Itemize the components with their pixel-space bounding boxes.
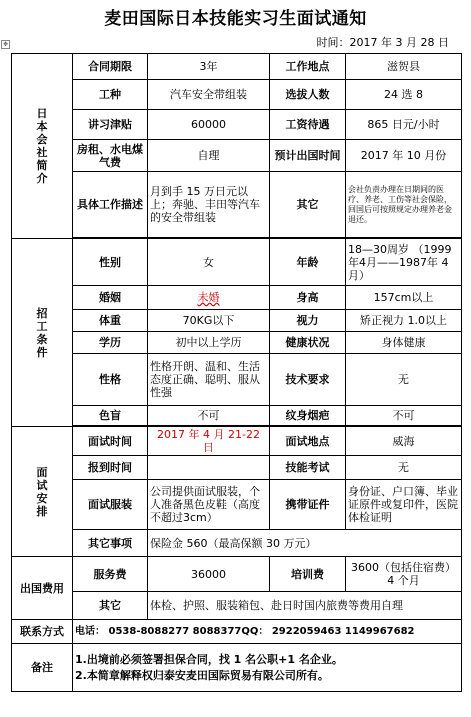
section-company bbox=[12, 54, 73, 239]
section-company-label: 日本会社简介 bbox=[36, 107, 48, 185]
departure-label: 预计出国时间 bbox=[270, 140, 346, 172]
age-value: 18—30周岁 （1999年4月——1987年 4月） bbox=[346, 239, 462, 286]
service-fee-label: 服务费 bbox=[73, 557, 148, 592]
age-label: 年龄 bbox=[270, 239, 346, 286]
ratio-value: 24 选 8 bbox=[346, 80, 462, 110]
training-fee-label: 培训费 bbox=[270, 557, 346, 592]
health-label: 健康状况 bbox=[270, 332, 346, 354]
section-interview-label: 面试安排 bbox=[36, 465, 48, 518]
skill-test-value: 无 bbox=[346, 456, 462, 480]
desc-label: 具体工作描述 bbox=[73, 172, 148, 238]
interview-time-label: 面试时间 bbox=[73, 427, 148, 456]
fees-other-label: 其它 bbox=[73, 592, 148, 620]
gender-label: 性别 bbox=[73, 239, 148, 286]
salary-label: 工资待遇 bbox=[270, 110, 346, 140]
height-label: 身高 bbox=[270, 286, 346, 310]
attire-value: 公司提供面试服装，个人准备黑色皮鞋（高度不超过3cm） bbox=[148, 480, 270, 530]
weight-label: 体重 bbox=[73, 310, 148, 332]
allowance-value: 60000 bbox=[148, 110, 270, 140]
section-requirements bbox=[12, 239, 73, 427]
service-fee-value: 36000 bbox=[148, 557, 270, 592]
interview-place-label: 面试地点 bbox=[270, 427, 346, 456]
marriage-label: 婚姻 bbox=[73, 286, 148, 310]
health-value: 身体健康 bbox=[346, 332, 462, 354]
vision-label: 视力 bbox=[270, 310, 346, 332]
docs-value: 身份证、户口簿、毕业证原件或复印件，医院体检证明 bbox=[346, 480, 462, 530]
job-value: 汽车安全带组装 bbox=[148, 80, 270, 110]
contact-value: 电话： 0538-8088277 8088377QQ： 2922059463 1149967682 bbox=[73, 620, 462, 644]
personality-value: 性格开朗、温和、生活态度正确、聪明、服从性强 bbox=[148, 354, 270, 406]
skill-value: 无 bbox=[346, 354, 462, 406]
contact-label: 联系方式 bbox=[12, 620, 73, 644]
weight-value: 70KG以下 bbox=[148, 310, 270, 332]
report-value bbox=[148, 456, 270, 480]
rent-value: 自理 bbox=[148, 140, 270, 172]
interview-other-value: 保险金 560（最高保额 30 万元） bbox=[148, 530, 462, 557]
report-label: 报到时间 bbox=[73, 456, 148, 480]
fees-other-value: 体检、护照、服装箱包、赴日时国内旅费等费用自理 bbox=[148, 592, 462, 620]
docs-label: 携带证件 bbox=[270, 480, 346, 530]
ratio-label: 选拔人数 bbox=[270, 80, 346, 110]
notes-content bbox=[73, 644, 462, 692]
salary-value: 865 日元/小时 bbox=[346, 110, 462, 140]
vision-value: 矫正视力 1.0以上 bbox=[346, 310, 462, 332]
education-label: 学历 bbox=[73, 332, 148, 354]
training-fee-value: 3600（包括住宿费）4 个月 bbox=[346, 557, 462, 592]
contract-value: 3年 bbox=[148, 54, 270, 80]
notes-line-1: 1.出境前必须签署担保合同，找 1 名公职+1 名企业。 bbox=[75, 652, 343, 666]
tattoo-value: 不可 bbox=[346, 406, 462, 426]
notice-date: 时间：2017 年 3 月 28 日 bbox=[316, 36, 449, 49]
section-fees: 出国费用 bbox=[12, 557, 73, 620]
colorblind-label: 色盲 bbox=[73, 406, 148, 426]
location-value: 滋贺县 bbox=[346, 54, 462, 80]
desc-value: 月到手 15 万日元以上；奔驰、丰田等汽车的安全带组装 bbox=[148, 172, 270, 238]
rent-label: 房租、水电煤气费 bbox=[73, 140, 148, 172]
tattoo-label: 纹身烟疤 bbox=[270, 406, 346, 426]
education-value: 初中以上学历 bbox=[148, 332, 270, 354]
marriage-value: 未婚 bbox=[148, 286, 270, 310]
interview-other-label: 其它事项 bbox=[73, 530, 148, 557]
interview-time-value: 2017 年 4 月 21-22 日 bbox=[148, 427, 270, 456]
attire-label: 面试服装 bbox=[73, 480, 148, 530]
company-other-label: 其它 bbox=[270, 172, 346, 238]
height-value: 157cm以上 bbox=[346, 286, 462, 310]
section-requirements-label: 招工条件 bbox=[36, 306, 48, 359]
notes-line-2: 2.本简章解释权归泰安麦田国际贸易有限公司所有。 bbox=[75, 668, 329, 682]
interview-place-value: 威海 bbox=[346, 427, 462, 456]
contract-label: 合同期限 bbox=[73, 54, 148, 80]
colorblind-value: 不可 bbox=[148, 406, 270, 426]
job-label: 工种 bbox=[73, 80, 148, 110]
gender-value: 女 bbox=[148, 239, 270, 286]
skill-label: 技术要求 bbox=[270, 354, 346, 406]
allowance-label: 讲习津贴 bbox=[73, 110, 148, 140]
notes-label: 备注 bbox=[12, 644, 73, 692]
company-other-value: 会社负责办理在日期间的医疗、养老、工伤等社会保险，回国后可按照规定办理养老金退还。 bbox=[346, 172, 462, 238]
personality-label: 性格 bbox=[73, 354, 148, 406]
page-title: 麦田国际日本技能实习生面试通知 bbox=[104, 9, 367, 29]
skill-test-label: 技能考试 bbox=[270, 456, 346, 480]
departure-value: 2017 年 10 月份 bbox=[346, 140, 462, 172]
table-move-handle-icon[interactable]: ✥ bbox=[2, 41, 9, 48]
notice-table bbox=[11, 53, 462, 692]
location-label: 工作地点 bbox=[270, 54, 346, 80]
section-interview bbox=[12, 427, 73, 557]
